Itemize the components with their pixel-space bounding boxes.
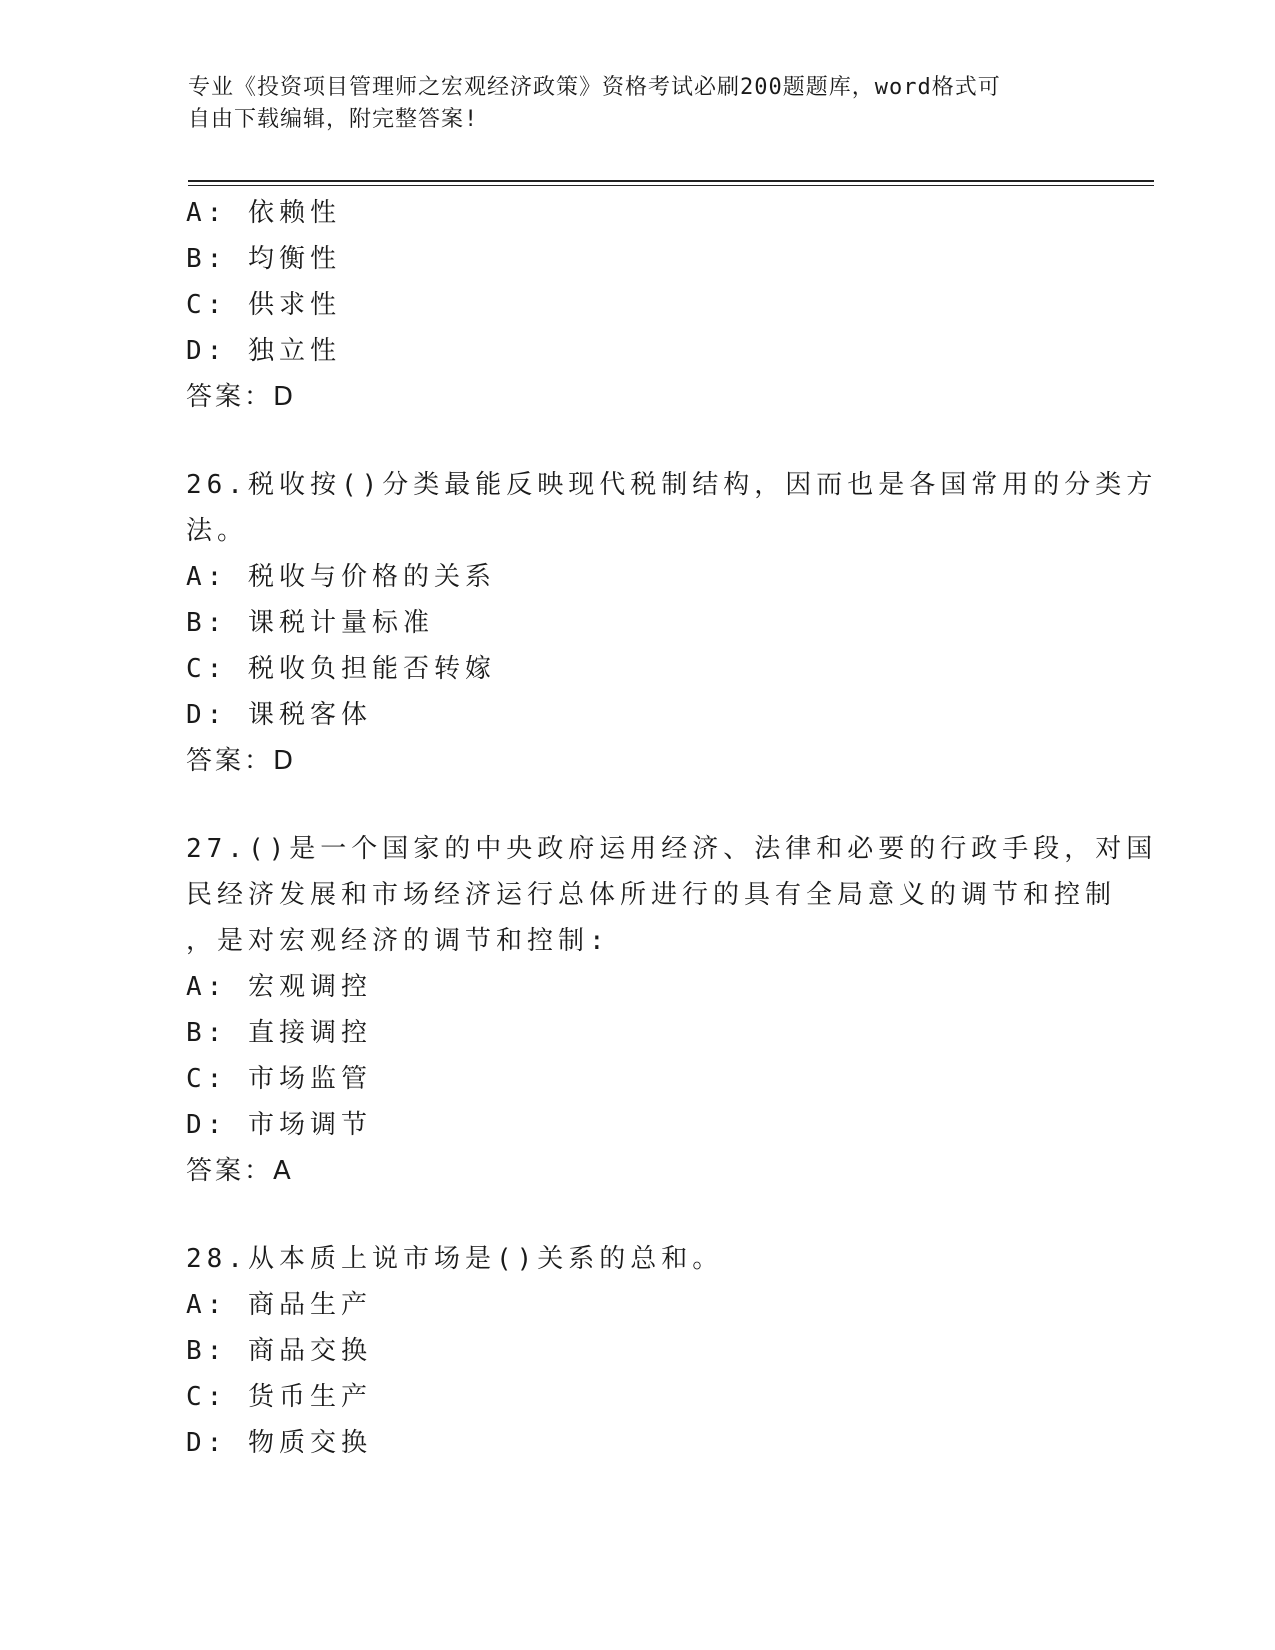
question-text-line: ，是对宏观经济的调节和控制: xyxy=(186,926,610,956)
question-26 xyxy=(186,462,1158,784)
option-d: D: 独立性 xyxy=(186,336,341,366)
question-list xyxy=(186,190,1158,1466)
option-d: D: 物质交换 xyxy=(186,1428,372,1458)
question-text-line: 26.税收按()分类最能反映现代税制结构，因而也是各国常用的分类方 xyxy=(186,470,1158,500)
option-c: C: 供求性 xyxy=(186,290,341,320)
option-c: C: 市场监管 xyxy=(186,1064,372,1094)
option-c: C: 税收负担能否转嫁 xyxy=(186,654,496,684)
header-divider-thin xyxy=(188,185,1154,186)
header-divider xyxy=(188,180,1154,182)
document-header xyxy=(188,72,1068,136)
header-line-2: 自由下载编辑，附完整答案! xyxy=(188,107,479,132)
question-text-line: 民经济发展和市场经济运行总体所进行的具有全局意义的调节和控制 xyxy=(186,880,1117,910)
option-c: C: 货币生产 xyxy=(186,1382,372,1412)
option-d: D: 课税客体 xyxy=(186,700,372,730)
option-b: B: 直接调控 xyxy=(186,1018,372,1048)
question-28 xyxy=(186,1236,1086,1466)
option-a: A: 宏观调控 xyxy=(186,972,372,1002)
question-text-line: 27.()是一个国家的中央政府运用经济、法律和必要的行政手段，对国 xyxy=(186,834,1158,864)
answer: 答案：A xyxy=(186,1156,294,1186)
option-a: A: 依赖性 xyxy=(186,198,341,228)
question-text-line: 法。 xyxy=(186,516,249,546)
option-a: A: 税收与价格的关系 xyxy=(186,562,496,592)
option-d: D: 市场调节 xyxy=(186,1110,372,1140)
header-line-1: 专业《投资项目管理师之宏观经济政策》资格考试必刷200题题库，word格式可 xyxy=(188,75,1001,100)
option-b: B: 均衡性 xyxy=(186,244,341,274)
question-25-options xyxy=(186,190,1086,420)
option-b: B: 课税计量标准 xyxy=(186,608,434,638)
question-27 xyxy=(186,826,1158,1194)
answer: 答案：D xyxy=(186,382,297,412)
answer: 答案：D xyxy=(186,746,297,776)
option-a: A: 商品生产 xyxy=(186,1290,372,1320)
option-b: B: 商品交换 xyxy=(186,1336,372,1366)
question-text-line: 28.从本质上说市场是()关系的总和。 xyxy=(186,1244,724,1274)
